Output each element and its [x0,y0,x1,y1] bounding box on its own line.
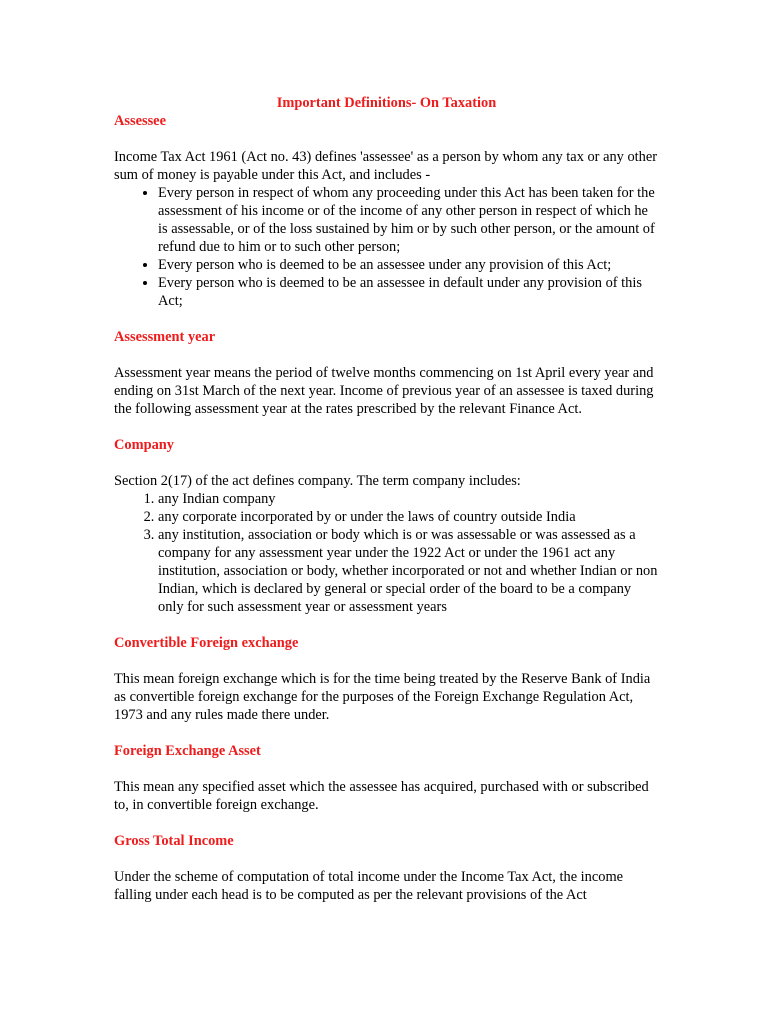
list-item: 1. any Indian company [158,490,659,508]
spacer [114,760,659,778]
heading-gross-total-income: Gross Total Income [114,833,234,849]
document-title: Important Definitions- On Taxation [276,95,497,111]
spacer [114,130,659,148]
spacer [114,616,659,634]
foreign-exchange-asset-body: This mean any specified asset which the assessee has acquired, purchased with or subscribed to, in convertible foreign exchange. [114,779,649,813]
spacer [114,346,659,364]
assessee-bullet-list [114,184,659,310]
assessment-year-body: Assessment year means the period of twelve months commencing on 1st April every year and ending on 31st March of the next year. Income of previous year of an assessee is taxed during the following assessment year at the rates prescribed by the relevant Finance Act. [114,365,654,417]
list-item: • Every person who is deemed to be an assessee under any provision of this Act; [158,256,659,274]
heading-foreign-exchange-asset: Foreign Exchange Asset [114,743,261,759]
spacer [114,652,659,670]
heading-assessment-year: Assessment year [114,329,216,345]
heading-assessee: Assessee [114,113,166,129]
assessee-intro: Income Tax Act 1961 (Act no. 43) defines 'assessee' as a person by whom any tax or any other sum of money is payable under this Act, and includes - [114,149,658,183]
list-item: • Every person in respect of whom any proceeding under this Act has been taken for the assessment of his income or of the income of any other person in respect of which he is assessable, or of the loss sustained by him or by such other person, or the amount of refund due to him or to such other person; [158,184,659,256]
heading-company: Company [114,437,174,453]
spacer [114,454,659,472]
document-page [114,94,659,904]
spacer [114,850,659,868]
list-item: • Every person who is deemed to be an assessee in default under any provision of this Act; [158,274,659,310]
convertible-foreign-exchange-body: This mean foreign exchange which is for the time being treated by the Reserve Bank of India as convertible foreign exchange for the purposes of the Foreign Exchange Regulation Act, 1973 and any rules made there under. [114,671,651,723]
heading-convertible-foreign-exchange: Convertible Foreign exchange [114,635,299,651]
spacer [114,814,659,832]
company-numbered-list [114,490,659,616]
list-item: 3. any institution, association or body which is or was assessable or was assessed as a company for any assessment year under the 1922 Act or under the 1961 act any institution, association or body, whether incorporated or not and whether Indian or non Indian, which is declared by general or special order of the board to be a company only for such assessment year or assessment years [158,526,659,616]
spacer [114,310,659,328]
company-intro: Section 2(17) of the act defines company. The term company includes: [114,473,521,489]
spacer [114,724,659,742]
list-item: 2. any corporate incorporated by or under the laws of country outside India [158,508,659,526]
gross-total-income-body: Under the scheme of computation of total income under the Income Tax Act, the income falling under each head is to be computed as per the relevant provisions of the Act [114,869,624,903]
spacer [114,418,659,436]
